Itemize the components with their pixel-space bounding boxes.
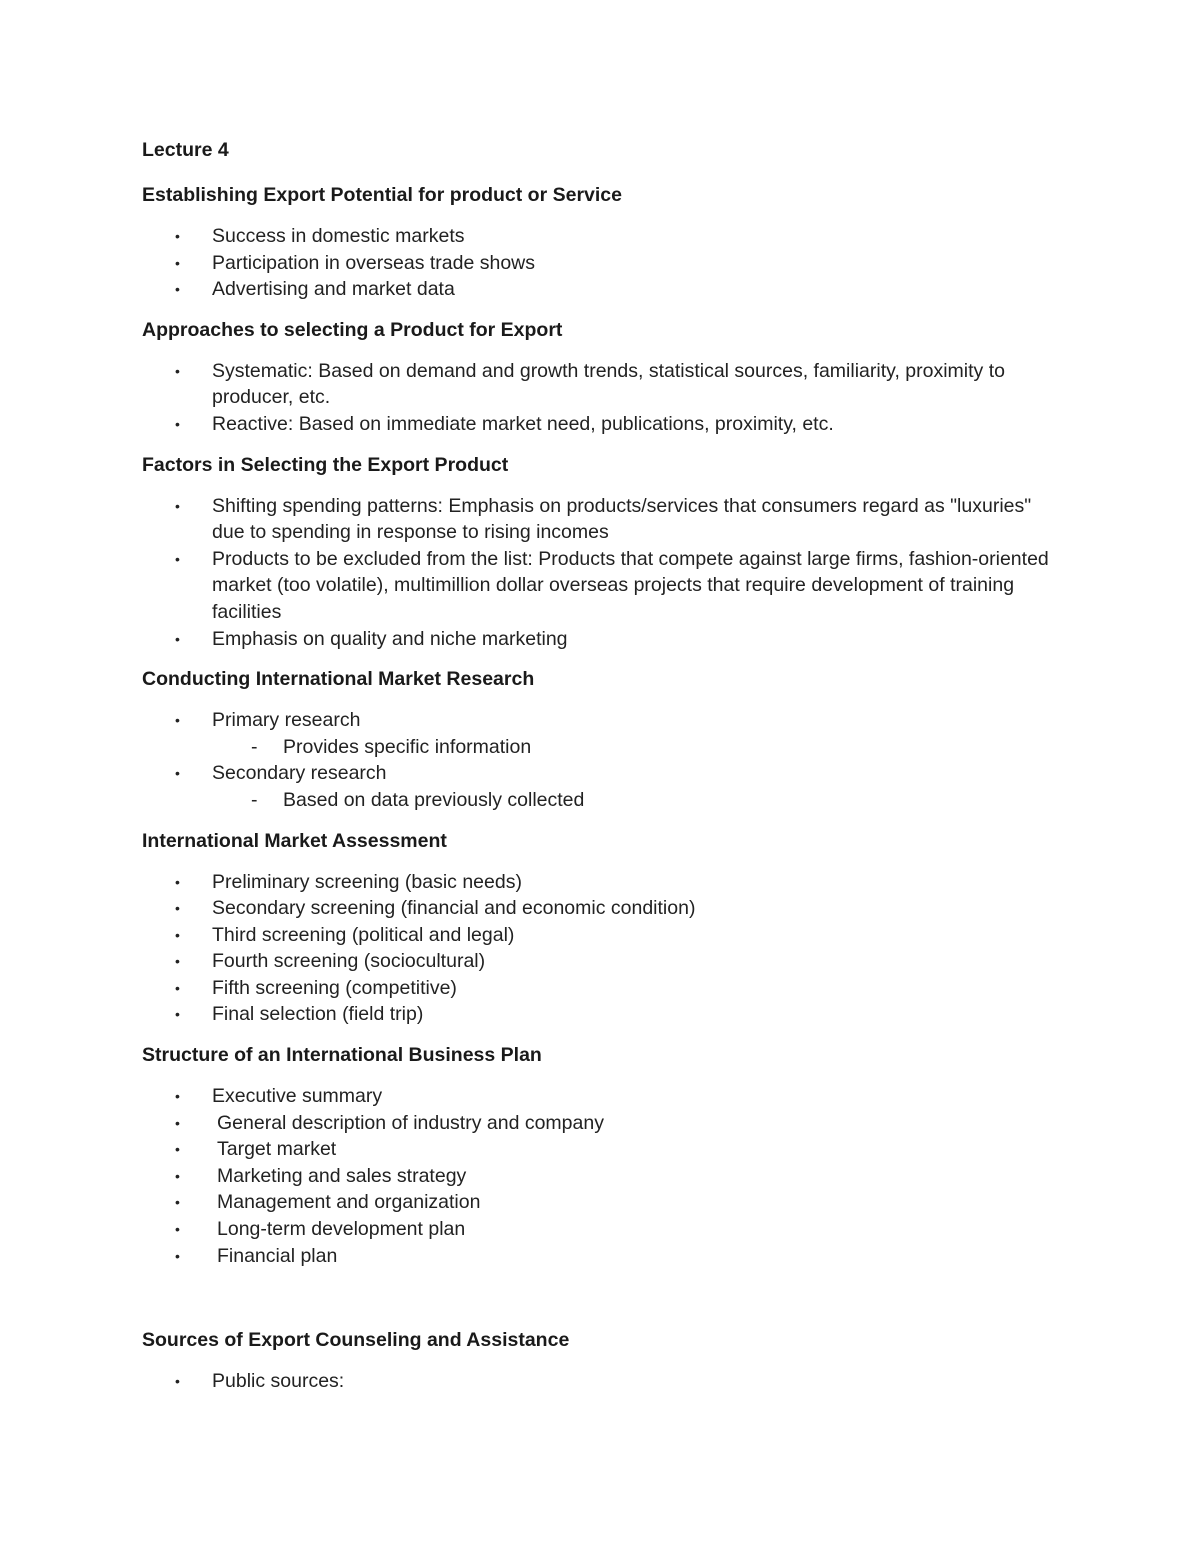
sub-list [212, 787, 1062, 814]
section-market-assessment [142, 828, 1062, 1029]
list-item [142, 1136, 1062, 1163]
list-item-text: Fourth screening (sociocultural) [212, 950, 486, 973]
section-business-plan [142, 1042, 1062, 1269]
bullet-icon: • [175, 1114, 180, 1131]
list-item [142, 1243, 1062, 1270]
bullet-icon: • [175, 765, 180, 782]
list-item-text: Management and organization [217, 1191, 481, 1214]
list-item-text: Financial plan [217, 1244, 338, 1267]
bullet-icon: • [175, 712, 180, 729]
section-factors [142, 452, 1062, 653]
bullet-list [142, 869, 1062, 1029]
list-item-text: Fifth screening (competitive) [212, 976, 457, 999]
list-item-text: Long-term development plan [217, 1218, 466, 1241]
bullet-list [142, 223, 1062, 303]
list-item-text: Emphasis on quality and niche marketing [212, 627, 568, 650]
list-item-text: Executive summary [212, 1085, 383, 1108]
dash-icon: - [251, 788, 258, 811]
list-item-text: Systematic: Based on demand and growth trends, statistical sources, familiarity, proximity to producer, etc. [212, 359, 1005, 409]
list-item [142, 895, 1062, 922]
section-approaches [142, 317, 1062, 438]
list-item-text: Participation in overseas trade shows [212, 251, 535, 274]
bullet-list [142, 358, 1062, 438]
spacer [142, 1283, 1062, 1327]
section-export-counseling [142, 1327, 1062, 1395]
bullet-list [142, 707, 1062, 813]
list-item [142, 411, 1062, 438]
list-item-text: Third screening (political and legal) [212, 923, 515, 946]
sub-list-item-text: Based on data previously collected [283, 788, 585, 811]
bullet-list [142, 1083, 1062, 1269]
bullet-icon: • [175, 1373, 180, 1390]
section-heading: Factors in Selecting the Export Product [142, 453, 509, 476]
list-item [142, 250, 1062, 277]
list-item [142, 948, 1062, 975]
list-item-text: Advertising and market data [212, 278, 455, 301]
bullet-list [142, 493, 1062, 653]
section-heading: Structure of an International Business Plan [142, 1044, 542, 1067]
list-item-text: Products to be excluded from the list: Products that compete against large firms, fashion-oriented market (too volatile), multimillion dollar overseas projects that require development of training facilities [212, 547, 1049, 623]
section-heading: Establishing Export Potential for product or Service [142, 184, 622, 206]
bullet-icon: • [175, 415, 180, 432]
bullet-icon: • [175, 228, 180, 244]
list-item [142, 975, 1062, 1002]
bullet-icon: • [175, 926, 180, 943]
sub-list-item-text: Provides specific information [283, 735, 532, 758]
list-item [142, 1163, 1062, 1190]
section-market-research [142, 666, 1062, 813]
list-item [142, 546, 1062, 626]
list-item-text: Shifting spending patterns: Emphasis on products/services that consumers regard as "luxuries" due to spending in response to rising incomes [212, 494, 1032, 544]
section-heading: International Market Assessment [142, 829, 447, 852]
list-item-text: Secondary research [212, 762, 387, 785]
section-heading: Conducting International Market Research [142, 668, 535, 691]
list-item-text: Final selection (field trip) [212, 1003, 424, 1026]
bullet-icon: • [175, 1247, 180, 1264]
list-item [142, 707, 1062, 760]
list-item [142, 1110, 1062, 1137]
bullet-icon: • [175, 281, 180, 298]
list-item-text: Preliminary screening (basic needs) [212, 870, 522, 893]
list-item-text: Public sources: [212, 1370, 345, 1393]
list-item [142, 626, 1062, 653]
list-item-text: Marketing and sales strategy [217, 1164, 467, 1187]
bullet-icon: • [175, 254, 180, 271]
bullet-icon: • [175, 1006, 180, 1023]
section-heading: Sources of Export Counseling and Assistance [142, 1329, 570, 1352]
list-item [142, 1216, 1062, 1243]
list-item [142, 1001, 1062, 1028]
list-item [142, 922, 1062, 949]
list-item [142, 1189, 1062, 1216]
bullet-icon: • [175, 979, 180, 996]
section-heading: Approaches to selecting a Product for Export [142, 318, 563, 341]
bullet-icon: • [175, 1088, 180, 1105]
section-export-potential [142, 182, 1062, 303]
bullet-icon: • [175, 873, 180, 890]
bullet-icon: • [175, 900, 180, 917]
list-item-text: Target market [217, 1138, 337, 1161]
list-item [142, 760, 1062, 813]
bullet-icon: • [175, 550, 180, 567]
list-item [142, 493, 1062, 546]
bullet-icon: • [175, 953, 180, 970]
lecture-title: Lecture 4 [142, 139, 229, 161]
list-item-text: General description of industry and company [217, 1111, 604, 1134]
sub-list-item [142, 787, 1062, 814]
bullet-list [142, 1368, 1062, 1395]
list-item [142, 358, 1062, 411]
bullet-icon: • [175, 630, 180, 647]
bullet-icon: • [175, 1221, 180, 1238]
bullet-icon: • [175, 1167, 180, 1184]
list-item-text: Secondary screening (financial and economic condition) [212, 897, 696, 920]
list-item [142, 869, 1062, 896]
bullet-icon: • [175, 1194, 180, 1211]
list-item-text: Reactive: Based on immediate market need, publications, proximity, etc. [212, 412, 834, 435]
sub-list-item [142, 734, 1062, 761]
list-item [142, 276, 1062, 303]
bullet-icon: • [175, 497, 180, 514]
list-item [142, 1368, 1062, 1395]
list-item [142, 223, 1062, 250]
list-item [142, 1083, 1062, 1110]
list-item-text: Primary research [212, 709, 361, 732]
sub-list [212, 734, 1062, 761]
bullet-icon: • [175, 1141, 180, 1158]
document-page [142, 137, 1062, 1409]
bullet-icon: • [175, 362, 180, 379]
dash-icon: - [251, 735, 258, 758]
list-item-text: Success in domestic markets [212, 225, 465, 247]
